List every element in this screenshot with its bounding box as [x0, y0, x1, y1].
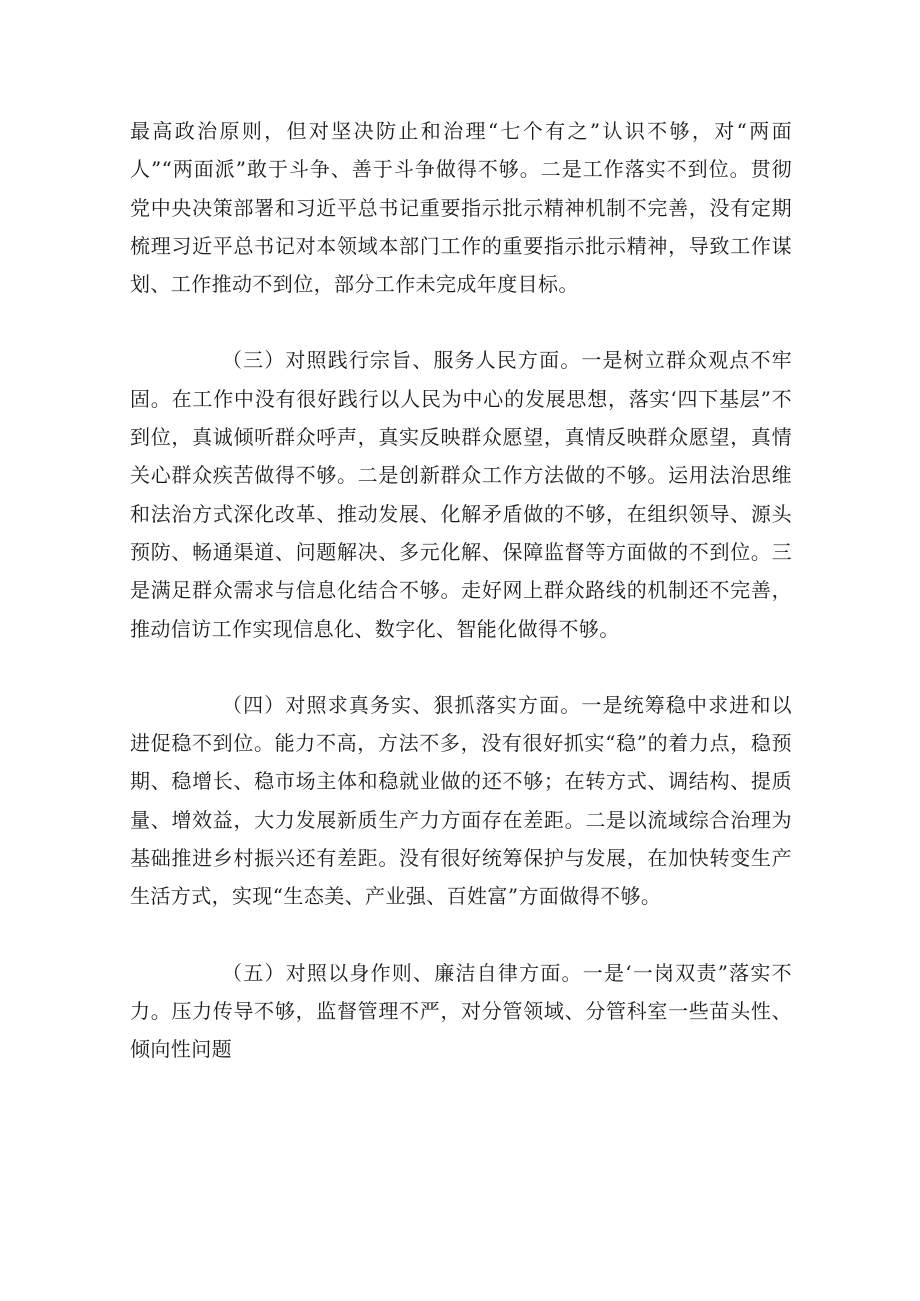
- paragraph-section-4: （四）对照求真务实、狠抓落实方面。一是统筹稳中求进和以进促稳不到位。能力不高，方法不多，没有很好抓实“稳”的着力点，稳预期、稳增长、稳市场主体和稳就业做的还不够；在转方式、调结构、提质量、增效益，大力发展新质生产力方面存在差距。二是以流域综合治理为基础推进乡村振兴还有差距。没有很好统筹保护与发展，在加快转变生产生活方式，实现“生态美、产业强、百姓富”方面做得不够。: [130, 692, 792, 909]
- paragraph-section-5: （五）对照以身作则、廉洁自律方面。一是‘一岗双责”落实不力。压力传导不够，监督管理不严，对分管领域、分管科室一些苗头性、倾向性问题: [130, 960, 792, 1062]
- paragraph-section-3: （三）对照践行宗旨、服务人民方面。一是树立群众观点不牢固。在工作中没有很好践行以人民为中心的发展思想，落实‘四下基层”不到位，真诚倾听群众呼声，真实反映群众愿望，真情反映群众愿望，真情关心群众疾苦做得不够。二是创新群众工作方法做的不够。运用法治思维和法治方式深化改革、推动发展、化解矛盾做的不够，在组织领导、源头预防、畅通渠道、问题解决、多元化解、保障监督等方面做的不到位。三是满足群众需求与信息化结合不够。走好网上群众路线的机制还不完善，推动信访工作实现信息化、数字化、智能化做得不够。: [130, 348, 792, 641]
- document-body: [130, 112, 792, 1069]
- paragraph-continuation: 最高政治原则，但对坚决防止和治理“七个有之”认识不够，对“两面人”“两面派”敢于斗争、善于斗争做得不够。二是工作落实不到位。贯彻党中央决策部署和习近平总书记重要指示批示精神机制不完善，没有定期梳理习近平总书记对本领域本部门工作的重要指示批示精神，导致工作谋划、工作推动不到位，部分工作未完成年度目标。: [130, 119, 792, 297]
